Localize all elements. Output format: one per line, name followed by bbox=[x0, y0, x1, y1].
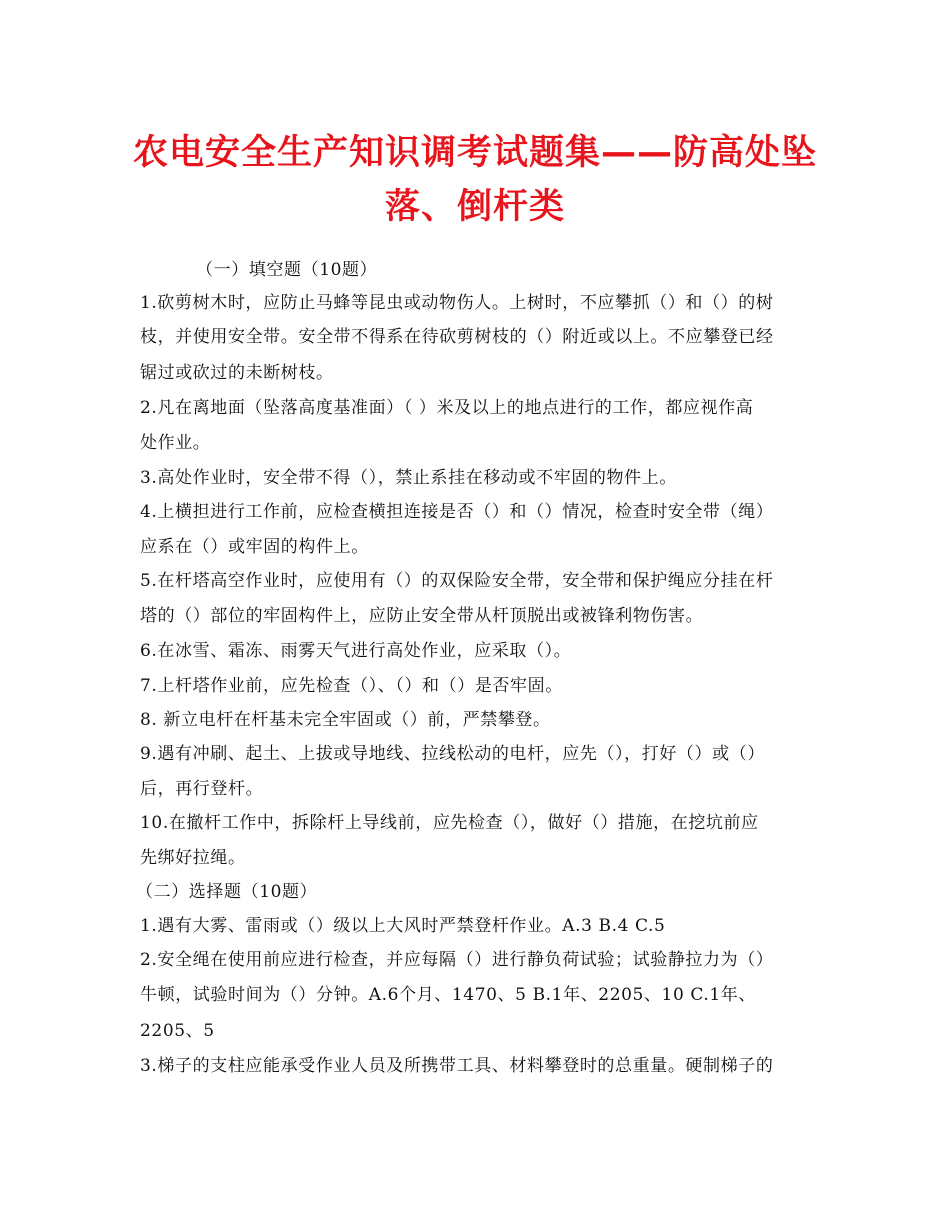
text-line: 10.在撤杆工作中，拆除杆上导线前，应先检查（），做好（）措施，在挖坑前应 bbox=[140, 813, 759, 833]
text-line: 枝，并使用安全带。安全带不得系在待砍剪树枝的（）附近或以上。不应攀登已经 bbox=[140, 327, 774, 347]
text-line: 处作业。 bbox=[140, 433, 211, 453]
document-title bbox=[80, 126, 870, 234]
text-line: 3.梯子的支柱应能承受作业人员及所携带工具、材料攀登时的总重量。硬制梯子的 bbox=[140, 1056, 774, 1076]
text-line: 1.砍剪树木时，应防止马蜂等昆虫或动物伤人。上树时，不应攀抓（）和（）的树 bbox=[140, 293, 774, 313]
text-line: 5.在杆塔高空作业时，应使用有（）的双保险安全带，安全带和保护绳应分挂在杆 bbox=[140, 571, 774, 591]
text-line: 9.遇有冲刷、起土、上拔或导地线、拉线松动的电杆，应先（），打好（）或（） bbox=[140, 744, 765, 764]
text-line: 后，再行登杆。 bbox=[140, 779, 264, 799]
section-heading-fill: （一）填空题（10题） bbox=[196, 260, 378, 280]
title-line-2: 落、倒杆类 bbox=[384, 187, 565, 227]
text-line: 牛顿，试验时间为（）分钟。A.6个月、1470、5 B.1年、2205、10 C.1年、 bbox=[140, 985, 757, 1005]
text-line: 塔的（）部位的牢固构件上，应防止安全带从杆顶脱出或被锋利物伤害。 bbox=[140, 606, 704, 626]
text-line: 1.遇有大雾、雷雨或（）级以上大风时严禁登杆作业。A.3 B.4 C.5 bbox=[140, 916, 666, 936]
text-line: 3.高处作业时，安全带不得（），禁止系挂在移动或不牢固的物件上。 bbox=[140, 468, 677, 488]
text-line: 7.上杆塔作业前，应先检查（）、（）和（）是否牢固。 bbox=[140, 676, 563, 696]
text-line: 2205、5 bbox=[140, 1021, 215, 1041]
text-line: 8. 新立电杆在杆基未完全牢固或（）前，严禁攀登。 bbox=[140, 710, 551, 730]
text-line: 应系在（）或牢固的构件上。 bbox=[140, 537, 369, 557]
text-line: 4.上横担进行工作前，应检查横担连接是否（）和（）情况，检查时安全带（绳） bbox=[140, 502, 774, 522]
text-line: 2.安全绳在使用前应进行检查，并应每隔（）进行静负荷试验；试验静拉力为（） bbox=[140, 950, 774, 970]
text-line: 先绑好拉绳。 bbox=[140, 848, 246, 868]
section-heading-choice: （二）选择题（10题） bbox=[136, 882, 318, 902]
title-line-1: 农电安全生产知识调考试题集——防高处坠 bbox=[132, 133, 817, 173]
text-line: 2.凡在离地面（坠落高度基准面）（ ）米及以上的地点进行的工作，都应视作高 bbox=[140, 398, 754, 418]
text-line: 6.在冰雪、霜冻、雨雾天气进行高处作业，应采取（）。 bbox=[140, 641, 572, 661]
text-line: 锯过或砍过的未断树枝。 bbox=[140, 363, 334, 383]
